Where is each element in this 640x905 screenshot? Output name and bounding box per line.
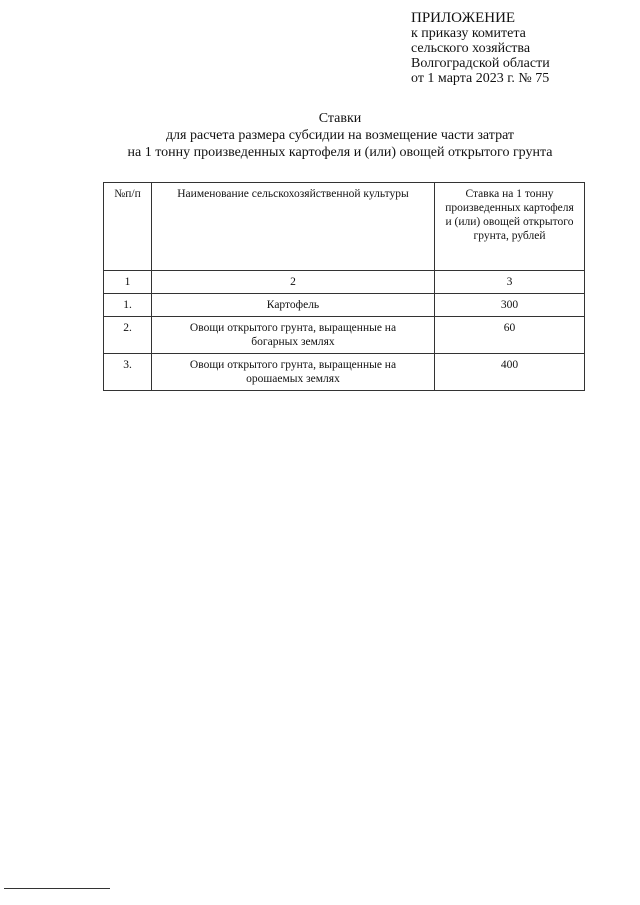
row-crop: Овощи открытого грунта, выращенные на орошаемых землях <box>152 354 435 391</box>
header-number: №п/п <box>104 183 152 271</box>
header-crop: Наименование сельскохозяйственной культуры <box>152 183 435 271</box>
column-number-row <box>104 271 585 294</box>
appendix-heading: ПРИЛОЖЕНИЕ <box>411 10 516 26</box>
table-row <box>104 317 585 354</box>
appendix-line-4: от 1 марта 2023 г. № 75 <box>411 71 550 86</box>
column-number-3: 3 <box>435 271 585 294</box>
row-rate: 300 <box>435 294 585 317</box>
appendix-line-2: сельского хозяйства <box>411 41 531 56</box>
column-number-2: 2 <box>152 271 435 294</box>
row-number: 3. <box>104 354 152 391</box>
column-number-1: 1 <box>104 271 152 294</box>
row-rate: 60 <box>435 317 585 354</box>
row-crop: Картофель <box>152 294 435 317</box>
table-row <box>104 294 585 317</box>
appendix-block <box>411 11 633 86</box>
row-rate: 400 <box>435 354 585 391</box>
document-title <box>60 110 620 161</box>
title-line-3: на 1 тонну произведенных картофеля и (или) овощей открытого грунта <box>127 145 553 160</box>
row-crop: Овощи открытого грунта, выращенные на богарных землях <box>152 317 435 354</box>
table-row <box>104 354 585 391</box>
appendix-line-1: к приказу комитета <box>411 26 526 41</box>
row-number: 2. <box>104 317 152 354</box>
row-number: 1. <box>104 294 152 317</box>
title-line-1: Ставки <box>318 111 362 126</box>
header-rate: Ставка на 1 тонну произведенных картофеля и (или) овощей открытого грунта, рублей <box>435 183 585 271</box>
footnote-separator <box>4 888 110 889</box>
rates-table <box>103 182 585 391</box>
title-line-2: для расчета размера субсидии на возмещение части затрат <box>165 128 515 143</box>
table-header-row <box>104 183 585 271</box>
appendix-line-3: Волгоградской области <box>411 56 550 71</box>
